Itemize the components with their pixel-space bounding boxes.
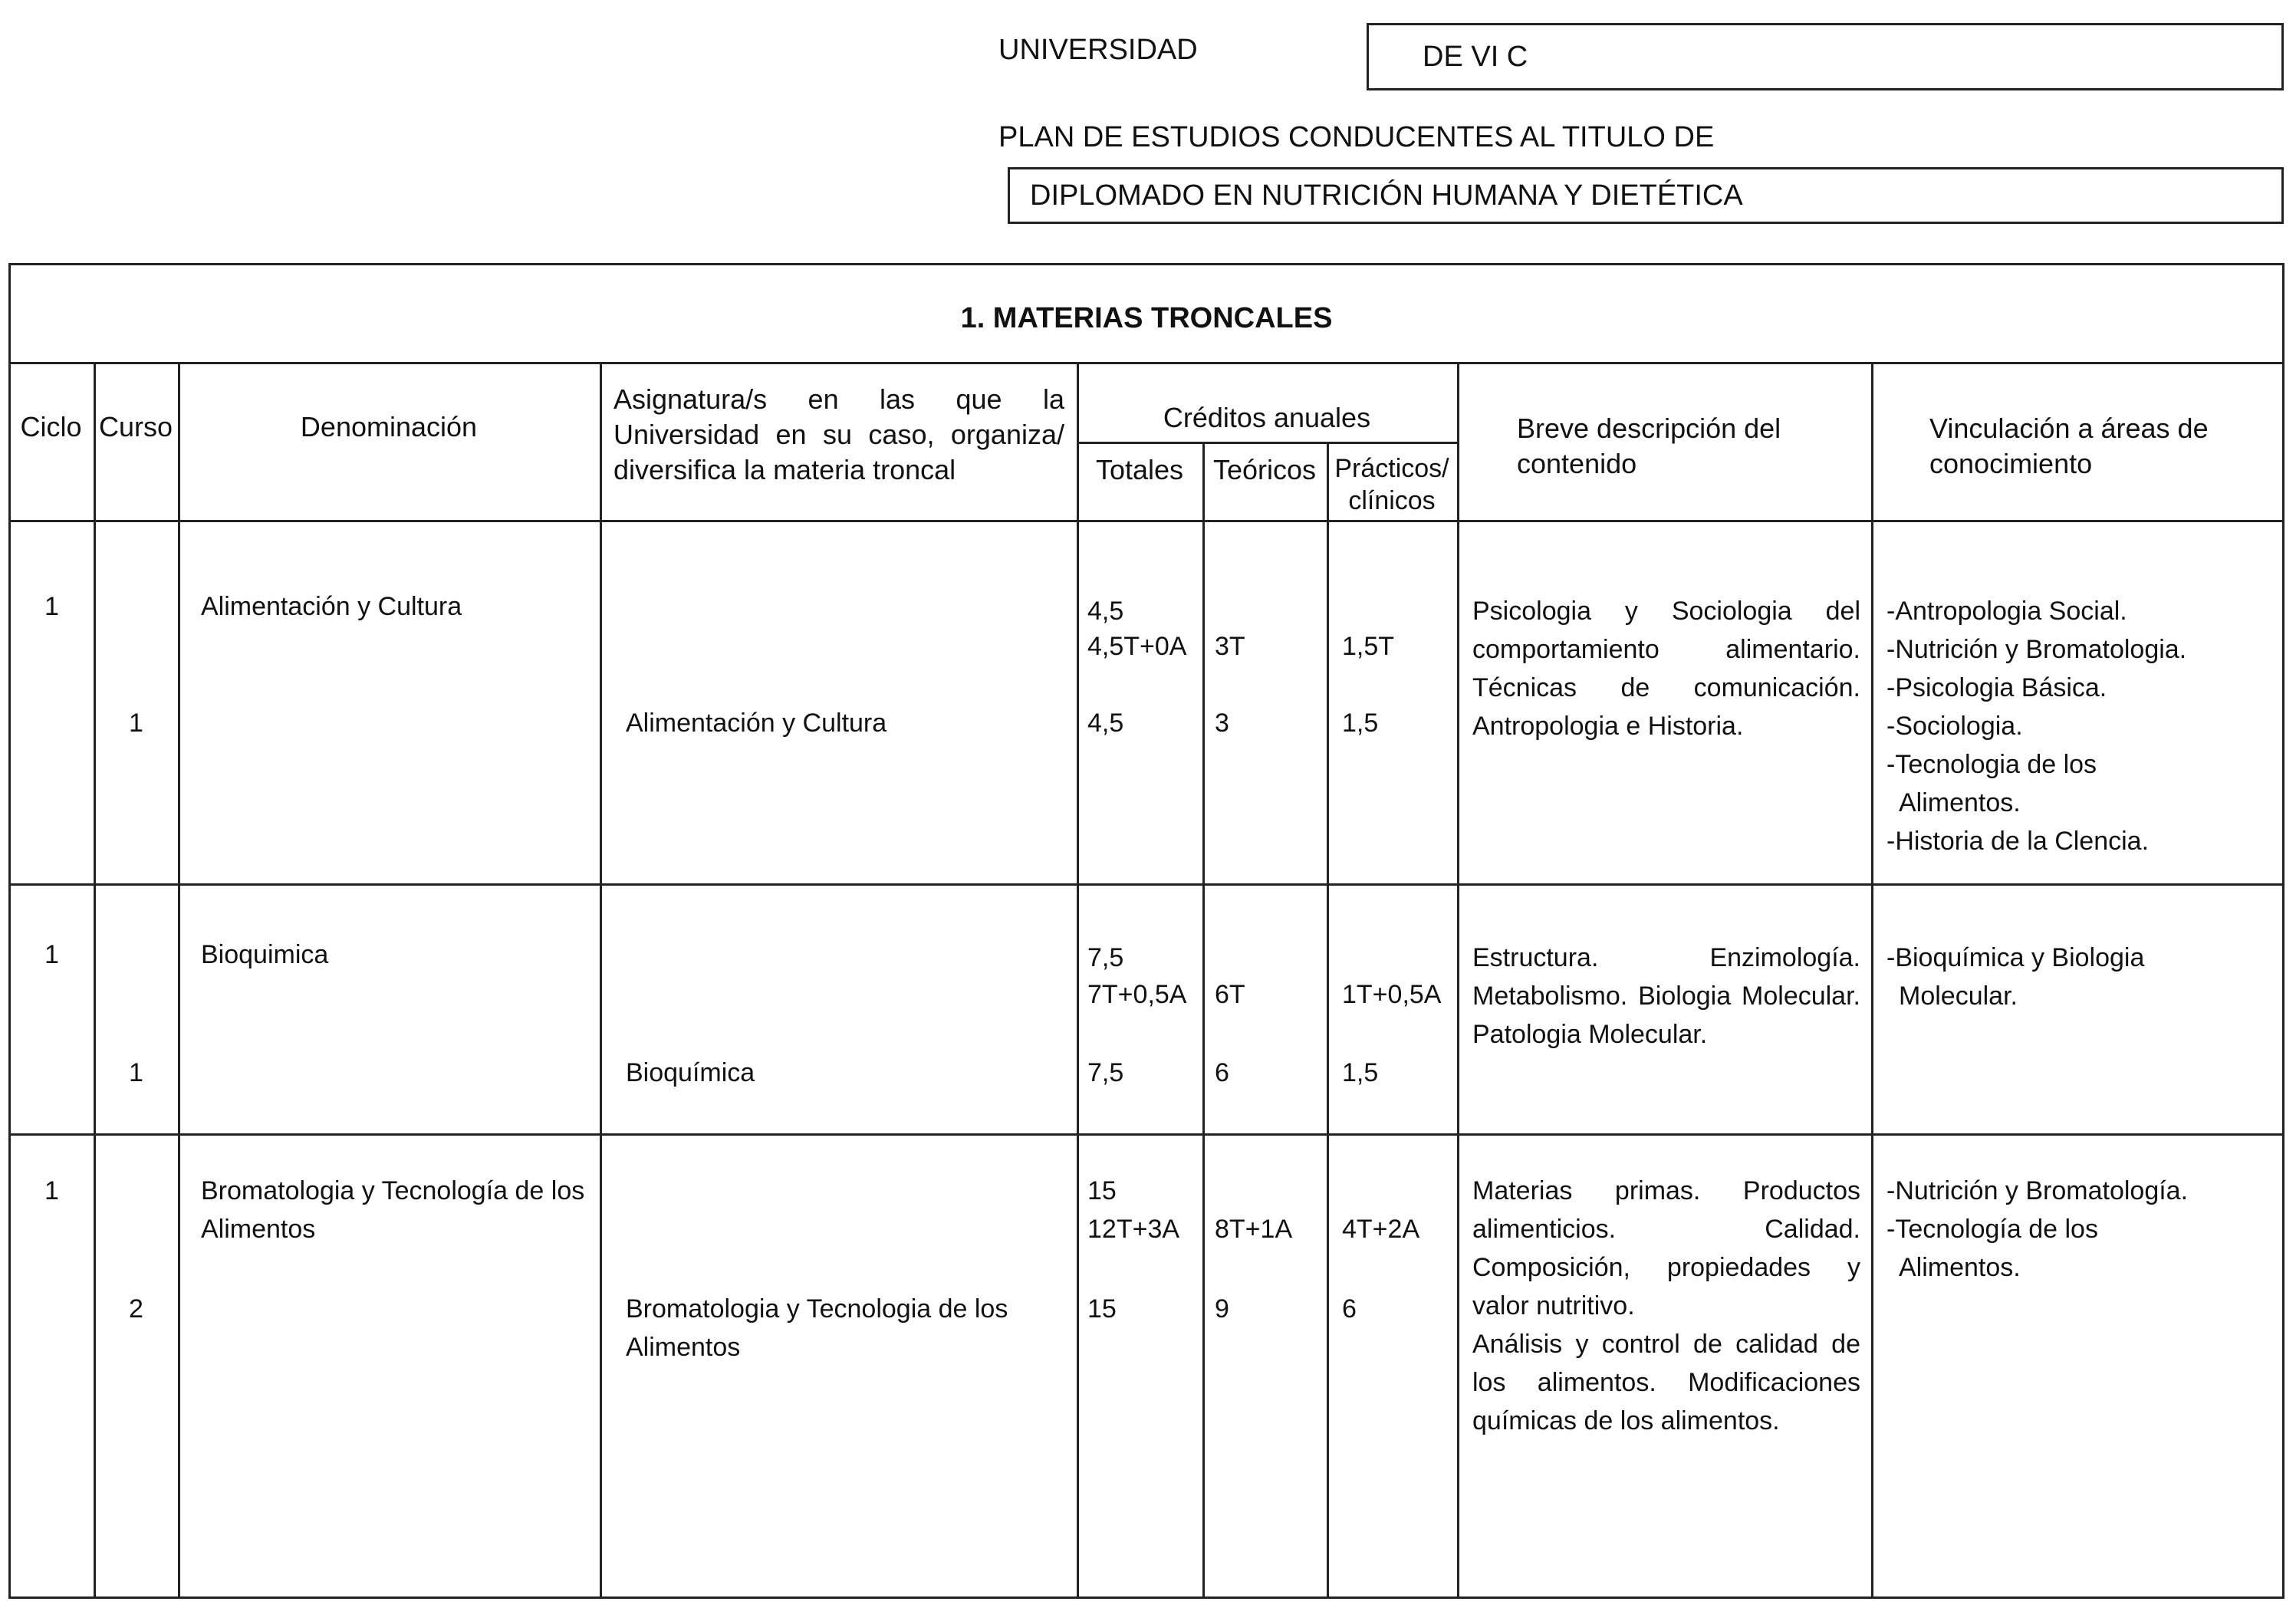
row-divider-1 <box>8 883 2284 886</box>
row2-vinculacion-2: Molecular. <box>1899 982 2018 1011</box>
row2-denominacion: Bioquimica <box>201 940 329 969</box>
row3-curso: 2 <box>129 1294 143 1324</box>
row1-teoricos-detalle: 3T <box>1215 632 1245 661</box>
row2-practicos-asignatura: 1,5 <box>1342 1058 1379 1087</box>
row2-totales-detalle: 7T+0,5A <box>1087 980 1187 1009</box>
col-header-totales: Totales <box>1095 454 1184 485</box>
creditos-divider <box>1077 442 1457 444</box>
row1-vinculacion-5: -Tecnologia de los <box>1886 750 2097 779</box>
row1-totales: 4,5 <box>1087 597 1124 626</box>
row1-vinculacion-7: -Historia de la Clencia. <box>1886 827 2150 856</box>
row3-practicos-asignatura: 6 <box>1342 1294 1357 1324</box>
row2-descripcion: Estructura. Enzimología. Metabolismo. Biologia Molecular. Patologia Molecular. <box>1472 943 1860 1049</box>
row1-curso: 1 <box>129 709 143 738</box>
row1-denominacion: Alimentación y Cultura <box>201 592 462 621</box>
row2-vinculacion-1: -Bioquímica y Biologia <box>1886 943 2145 972</box>
title-divider <box>8 362 2284 364</box>
col-divider-practicos <box>1457 362 1459 1599</box>
row1-vinculacion-6: Alimentos. <box>1899 788 2021 817</box>
col-header-vinculacion: Vinculación a áreas de conocimiento <box>1929 413 2209 479</box>
row3-practicos-detalle: 4T+2A <box>1342 1215 1420 1244</box>
row3-vinculacion-1: -Nutrición y Bromatología. <box>1886 1176 2189 1205</box>
row1-totales-detalle: 4,5T+0A <box>1087 632 1187 661</box>
universidad-label: UNIVERSIDAD <box>998 34 1198 66</box>
universidad-value: DE VI C <box>1423 40 1528 73</box>
row1-teoricos-asignatura: 3 <box>1215 709 1229 738</box>
col-divider-curso <box>178 362 180 1599</box>
row3-totales-detalle: 12T+3A <box>1087 1215 1180 1244</box>
header-divider <box>8 520 2284 522</box>
col-divider-totales <box>1202 442 1205 1599</box>
row2-ciclo: 1 <box>44 940 59 969</box>
col-divider-ciclo <box>94 362 96 1599</box>
col-divider-teoricos <box>1327 442 1329 1599</box>
col-divider-denominacion <box>600 362 602 1599</box>
col-header-curso: Curso <box>98 411 173 442</box>
row3-asignatura: Bromatologia y Tecnologia de los Alimentos <box>626 1294 1008 1362</box>
col-header-denominacion: Denominación <box>300 411 478 442</box>
row3-teoricos-detalle: 8T+1A <box>1215 1215 1293 1244</box>
row1-practicos-detalle: 1,5T <box>1342 632 1395 661</box>
universidad-field <box>1367 23 2284 90</box>
row2-curso: 1 <box>129 1058 143 1087</box>
row2-asignatura: Bioquímica <box>626 1058 755 1087</box>
row1-vinculacion-2: -Nutrición y Bromatologia. <box>1886 635 2187 664</box>
row3-vinculacion-2: -Tecnología de los <box>1886 1215 2098 1244</box>
row1-vinculacion-1: -Antropologia Social. <box>1886 597 2127 626</box>
row1-descripcion: Psicologia y Sociologia del comportamiento alimentario. Técnicas de comunicación. Antropologia e Historia. <box>1472 597 1860 741</box>
col-header-creditos: Créditos anuales <box>1163 402 1371 433</box>
col-header-practicos: Prácticos/ clínicos <box>1334 454 1449 515</box>
plan-label: PLAN DE ESTUDIOS CONDUCENTES AL TITULO DE <box>998 121 1715 153</box>
row1-asignatura: Alimentación y Cultura <box>626 709 887 738</box>
row1-vinculacion-3: -Psicologia Básica. <box>1886 673 2107 702</box>
col-divider-descripcion <box>1871 362 1873 1599</box>
row3-descripcion-2: Análisis y control de calidad de los alimentos. Modificaciones químicas de los alimentos. <box>1472 1330 1860 1435</box>
row3-totales: 15 <box>1087 1176 1117 1205</box>
row2-totales: 7,5 <box>1087 943 1124 972</box>
row2-teoricos-asignatura: 6 <box>1215 1058 1229 1087</box>
row3-ciclo: 1 <box>44 1176 59 1205</box>
row1-vinculacion-4: -Sociologia. <box>1886 712 2023 741</box>
titulo-field <box>1008 167 2284 224</box>
row3-vinculacion-3: Alimentos. <box>1899 1253 2021 1282</box>
row-divider-2 <box>8 1133 2284 1136</box>
row3-teoricos-asignatura: 9 <box>1215 1294 1229 1324</box>
row2-teoricos-detalle: 6T <box>1215 980 1245 1009</box>
col-header-teoricos: Teóricos <box>1212 454 1317 485</box>
col-divider-asignatura <box>1077 362 1079 1599</box>
col-header-descripcion: Breve descripción del contenido <box>1517 413 1781 479</box>
table-title: 1. MATERIAS TRONCALES <box>960 302 1333 334</box>
col-header-asignatura: Asignatura/s en las que la Universidad en su caso, organiza/ diversifica la materia troncal <box>613 383 1064 485</box>
col-header-ciclo: Ciclo <box>20 411 82 442</box>
row3-descripcion-1: Materias primas. Productos alimenticios. Calidad. Composición, propiedades y valor nutritivo. <box>1472 1176 1860 1320</box>
titulo-value: DIPLOMADO EN NUTRICIÓN HUMANA Y DIETÉTICA <box>1030 179 1743 212</box>
row1-totales-asignatura: 4,5 <box>1087 709 1124 738</box>
row2-practicos-detalle: 1T+0,5A <box>1342 980 1442 1009</box>
row1-ciclo: 1 <box>44 592 59 621</box>
row2-totales-asignatura: 7,5 <box>1087 1058 1124 1087</box>
row1-practicos-asignatura: 1,5 <box>1342 709 1379 738</box>
row3-denominacion: Bromatologia y Tecnología de los Alimentos <box>201 1176 585 1244</box>
row3-totales-asignatura: 15 <box>1087 1294 1117 1324</box>
